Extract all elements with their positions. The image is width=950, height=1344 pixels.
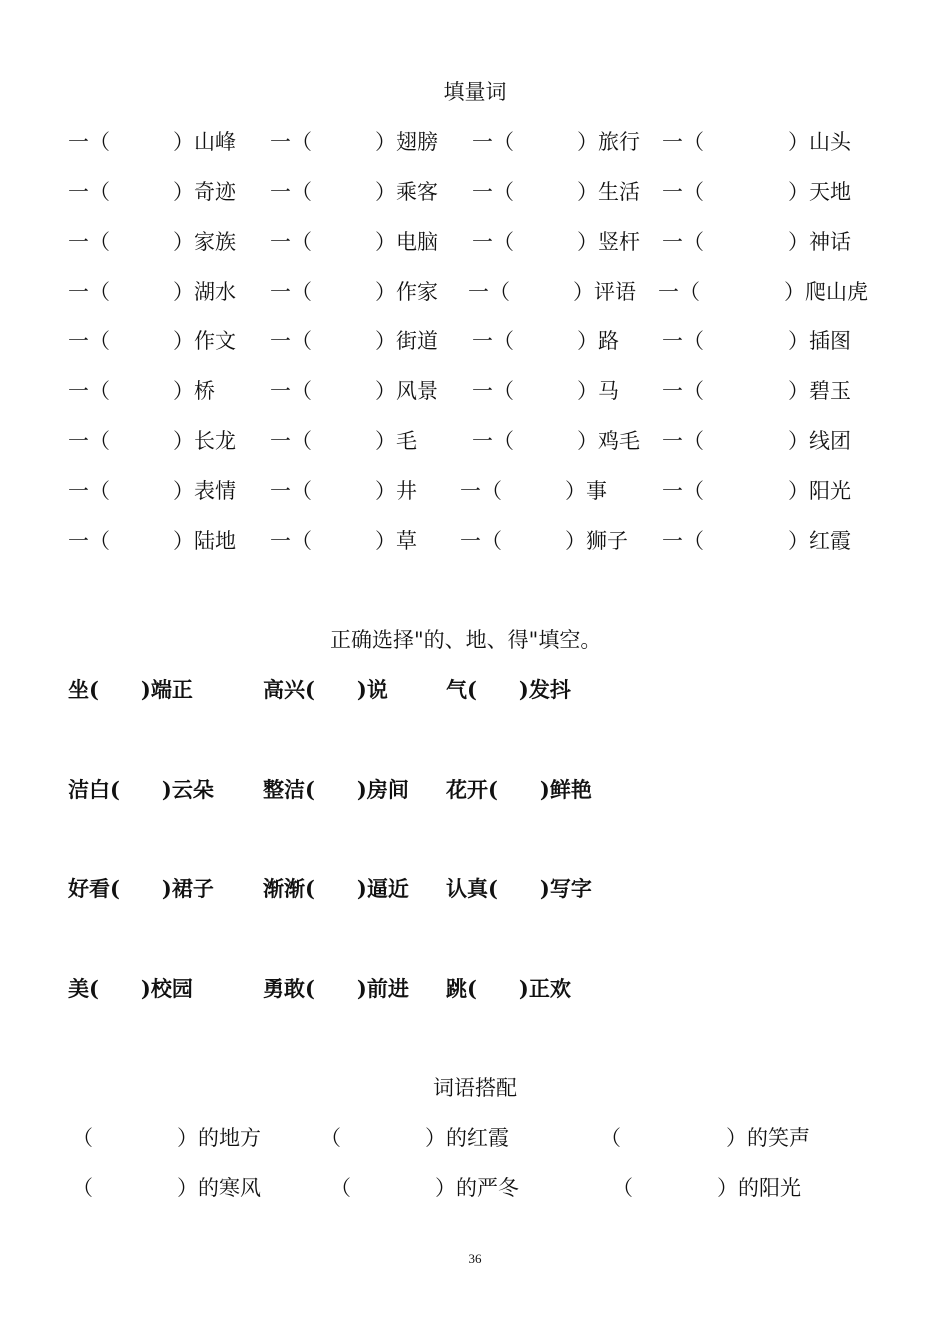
measure-word-item: 一（ ）鸡毛 [472,429,640,453]
measure-word-item: 一（ ）插图 [662,329,851,353]
section3-title: 词语搭配 [433,1076,517,1100]
measure-word-item: 一（ ）草 [270,529,417,553]
measure-word-item: 一（ ）表情 [68,479,236,503]
measure-word-item: 一（ ）碧玉 [662,379,851,403]
measure-word-item: 一（ ）线团 [662,429,851,453]
word-match-item: （ ）的笑声 [600,1126,810,1150]
fill-blank-item: 勇敢( )前进 [263,976,409,1001]
measure-word-item: 一（ ）翅膀 [270,130,438,154]
measure-word-item: 一（ ）街道 [270,329,438,353]
measure-word-item: 一（ ）陆地 [68,529,236,553]
measure-word-item: 一（ ）桥 [68,379,215,403]
measure-word-item: 一（ ）事 [460,479,607,503]
measure-word-item: 一（ ）乘客 [270,180,438,204]
measure-word-item: 一（ ）爬山虎 [658,280,868,304]
word-match-item: （ ）的寒风 [72,1176,261,1200]
measure-word-item: 一（ ）作家 [270,280,438,304]
measure-word-item: 一（ ）长龙 [68,429,236,453]
measure-word-item: 一（ ）评语 [468,280,636,304]
measure-word-item: 一（ ）神话 [662,230,851,254]
measure-word-item: 一（ ）生活 [472,180,640,204]
word-match-item: （ ）的地方 [72,1126,261,1150]
measure-word-item: 一（ ）天地 [662,180,851,204]
section1-title: 填量词 [443,80,507,104]
page-number: 36 [468,1251,482,1266]
measure-word-item: 一（ ）旅行 [472,130,640,154]
measure-word-item: 一（ ）红霞 [662,529,851,553]
measure-word-item: 一（ ）湖水 [68,280,236,304]
measure-word-item: 一（ ）电脑 [270,230,438,254]
measure-word-item: 一（ ）风景 [270,379,438,403]
fill-blank-item: 认真( )写字 [446,876,592,901]
fill-blank-item: 坐( )端正 [68,677,193,702]
measure-word-item: 一（ ）路 [472,329,619,353]
word-match-item: （ ）的严冬 [330,1176,519,1200]
fill-blank-item: 气( )发抖 [446,677,571,702]
fill-blank-item: 花开( )鲜艳 [446,777,592,802]
fill-blank-item: 美( )校园 [68,976,193,1001]
measure-word-item: 一（ ）井 [270,479,417,503]
measure-word-item: 一（ ）山头 [662,130,851,154]
measure-word-item: 一（ ）毛 [270,429,417,453]
word-match-item: （ ）的红霞 [320,1126,509,1150]
measure-word-item: 一（ ）家族 [68,230,236,254]
fill-blank-item: 高兴( )说 [263,677,388,702]
word-match-item: （ ）的阳光 [612,1176,801,1200]
fill-blank-item: 整洁( )房间 [263,777,409,802]
measure-word-item: 一（ ）山峰 [68,130,236,154]
fill-blank-item: 好看( )裙子 [68,876,214,901]
measure-word-item: 一（ ）竖杆 [472,230,640,254]
measure-word-item: 一（ ）奇迹 [68,180,236,204]
section2-title: 正确选择"的、地、得"填空。 [330,628,602,652]
fill-blank-item: 渐渐( )逼近 [263,876,409,901]
fill-blank-item: 跳( )正欢 [446,976,571,1001]
fill-blank-item: 洁白( )云朵 [68,777,214,802]
measure-word-item: 一（ ）马 [472,379,619,403]
measure-word-item: 一（ ）狮子 [460,529,628,553]
measure-word-item: 一（ ）阳光 [662,479,851,503]
measure-word-item: 一（ ）作文 [68,329,236,353]
